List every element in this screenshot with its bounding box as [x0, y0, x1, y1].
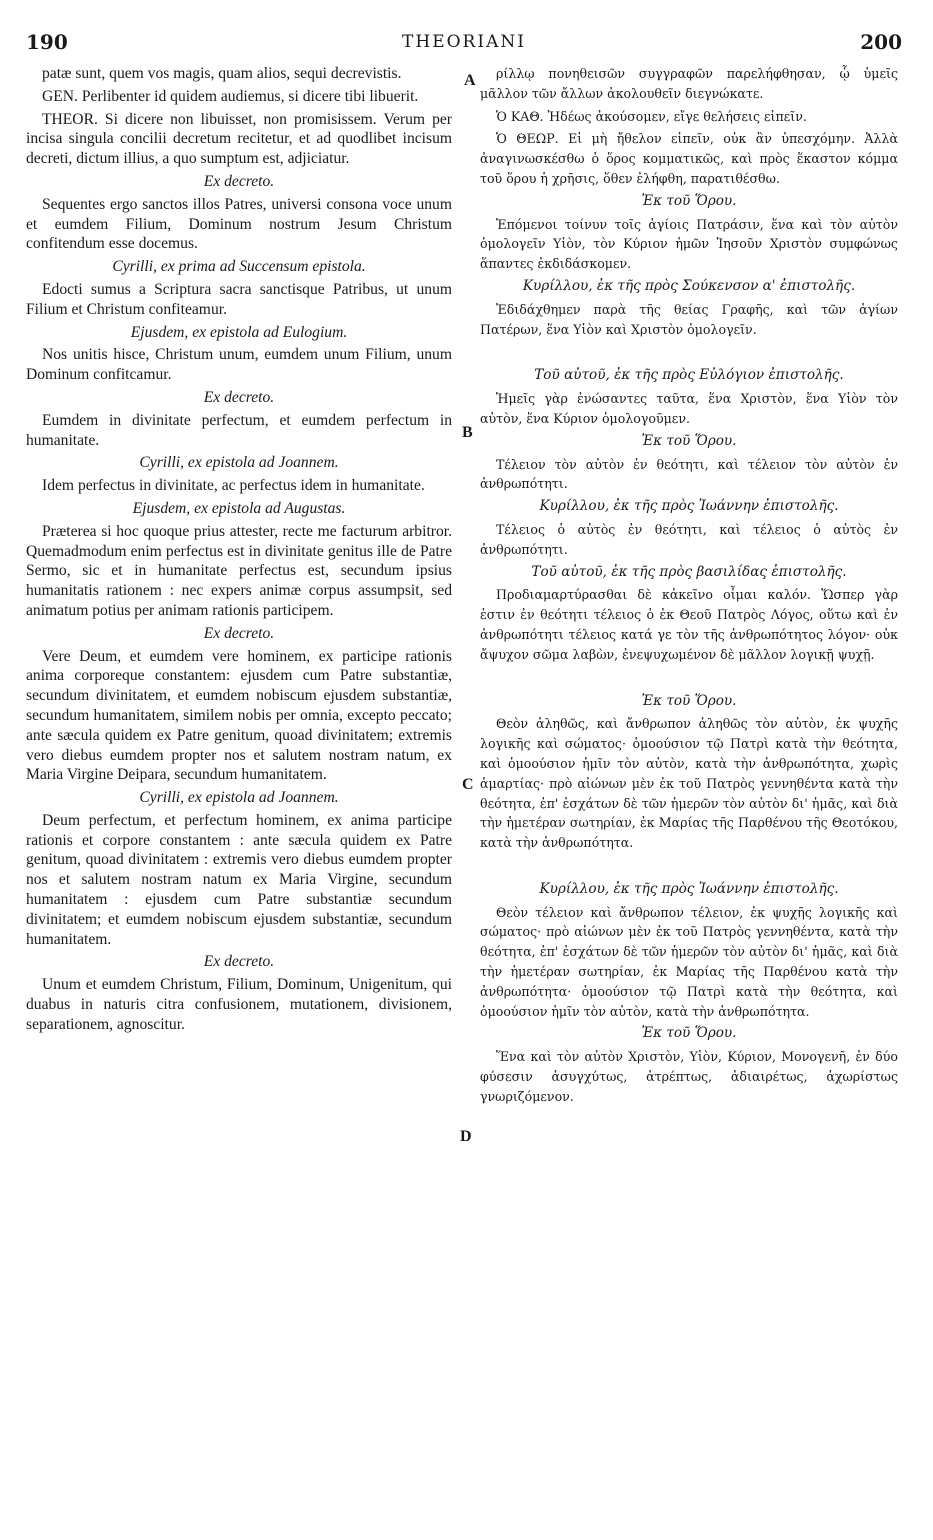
section-heading: Τοῦ αὐτοῦ, ἐκ τῆς πρὸς βασιλίδας ἐπιστολῆς.	[531, 563, 847, 580]
section-heading: Ἐκ τοῦ Ὅρου.	[641, 432, 737, 449]
paragraph: Ἐδιδάχθημεν παρὰ τῆς θείας Γραφῆς, καὶ τῶν ἁγίων Πατέρων, ἕνα Υἱὸν καὶ Χριστὸν ὁμολογεῖν.	[480, 301, 898, 337]
running-title: THEORIANI	[402, 32, 526, 52]
paragraph: Ὁ ΚΑΘ. Ἡδέως ἀκούσομεν, εἴγε θελήσεις εἰπεῖν.	[496, 108, 807, 124]
spacer	[480, 856, 898, 878]
paragraph: Sequentes ergo sanctos illos Patres, universi consona voce unum et eumdem Filium, Dominum nostrum Jesum Christum confitendum esse docemus.	[26, 195, 452, 253]
paragraph: Προδιαμαρτύρασθαι δὲ κἀκεῖνο οἶμαι καλόν. Ὥσπερ γὰρ ἐστιν ἐν θεότητι τέλειος ὁ ἐκ Θεοῦ Πατρὸς Λόγος, οὕτω καὶ ἐν ἀνθρωπότητι τέλειος κατά γε τὸν τῆς ἀνθρωπότητος λόγον· οὐκ ἄψυχον σῶμα λαβὼν, ἐνεψυχωμένον δὲ μᾶλλον λογικῇ ψυχῇ.	[480, 587, 898, 662]
paragraph: Ἑπόμενοι τοίνυν τοῖς ἁγίοις Πατράσιν, ἕνα καὶ τὸν αὐτὸν ὁμολογεῖν Υἱὸν, τὸν Κύριον ἡμῶν Ἰησοῦν Χριστὸν συμφώνως ἅπαντες ἐκδιδάσκομεν.	[480, 216, 898, 272]
section-marker-d: D	[460, 1128, 472, 1145]
paragraph: Deum perfectum, et perfectum hominem, ex anima participe rationis et corpore constantem : ante sæcula quidem ex Patre genitum, quoad divinitatem : extremis vero diebus eumdem propter nos et salutem nostram natum ex Maria Virgine, secundum humanitatem : ejusdem cum Patre substantiæ secundum divinitatem; et eumdem nobiscum ejusdem substantiæ, secundum humanitatem.	[26, 811, 452, 948]
paragraph: GEN. Perlibenter id quidem audiemus, si dicere tibi libuerit.	[42, 87, 419, 105]
paragraph: Ἡμεῖς γὰρ ἑνώσαντες ταῦτα, ἕνα Χριστὸν, ἕνα Υἱὸν τὸν αὐτὸν, ἕνα Κύριον ὁμολογοῦμεν.	[480, 391, 898, 426]
section-heading: Ex decreto.	[203, 624, 275, 642]
paragraph: Θεὸν τέλειον καὶ ἄνθρωπον τέλειον, ἐκ ψυχῆς λογικῆς καὶ σώματος· πρὸ αἰώνων μὲν ἐκ τοῦ Πατρὸς γεννηθέντα, κατὰ τὴν θεότητα, ἐπ' ἐσχάτων δὲ τῶν ἡμερῶν τὸν αὐτὸν δι' ἡμᾶς, καὶ διὰ τὴν ἡμετέραν σωτηρίαν, ἐκ Μαρίας τῆς Παρθένου κατὰ τὴν ἀνθρωπότητα· ὁμοούσιον τῷ Πατρὶ κατὰ τὴν θεότητα, καὶ ὁμοούσιον ἡμῖν τὸν αὐτὸν, κατὰ τὴν ἀνθρωπότητα.	[480, 904, 898, 1019]
section-heading: Cyrilli, ex epistola ad Joannem.	[139, 454, 339, 472]
section-heading: Κυρίλλου, ἐκ τῆς πρὸς Σούκενσον α' ἐπιστολῆς.	[522, 277, 856, 294]
section-heading: Κυρίλλου, ἐκ τῆς πρὸς Ἰωάννην ἐπιστολῆς.	[539, 880, 839, 897]
paragraph: Nos unitis hisce, Christum unum, eumdem unum Filium, unum Dominum confitcamur.	[26, 346, 452, 384]
paragraph: Præterea si hoc quoque prius attester, recte me facturum arbitror. Quemadmodum enim perfectus est in divinitate genitus ille de Patre Sermo, sic et in humanitate perfectus est, secundum ipsius humanitatis rationem : nec expers animæ corpus assumpsit, sed animatum potius per animam rationis participem.	[26, 522, 452, 619]
page-number-right: 200	[860, 30, 902, 54]
paragraph: patæ sunt, quem vos magis, quam alios, sequi decrevistis.	[42, 65, 402, 82]
paragraph: Τέλειος ὁ αὐτὸς ἐν θεότητι, καὶ τέλειος ὁ αὐτὸς ἐν ἀνθρωπότητι.	[480, 521, 898, 557]
spacer	[480, 342, 898, 364]
section-heading: Τοῦ αὐτοῦ, ἐκ τῆς πρὸς Εὐλόγιον ἐπιστολῆς.	[534, 367, 844, 384]
section-heading: Ἐκ τοῦ Ὅρου.	[641, 692, 737, 709]
paragraph: Ἕνα καὶ τὸν αὐτὸν Χριστὸν, Υἱὸν, Κύριον, Μονογενῆ, ἐν δύο φύσεσιν ἀσυγχύτως, ἀτρέπτως, ἀδιαιρέτως, ἀχωρίστως γνωριζόμενον.	[480, 1049, 898, 1104]
section-heading: Ejusdem, ex epistola ad Eulogium.	[130, 323, 348, 341]
section-heading: Ejusdem, ex epistola ad Augustas.	[132, 499, 346, 517]
paragraph: Vere Deum, et eumdem vere hominem, ex participe rationis anima corporeque constantem: ejusdem cum Patre substantiæ, secundum divinitatem, et eumdem nobiscum ejusdem substantiæ, secundum humanitatem, similem nobis per omnia, excepto peccato; ante sæcula quidem ex Patre genitum, quoad divinitatem; extremis vero diebus eumdem propter nos et salutem nostram natum, ex Maria Virgine Deipara, secundum humanitatem.	[26, 647, 452, 784]
paragraph: Unum et eumdem Christum, Filium, Dominum, Unigenitum, qui duabus in naturis citra confusionem, mutationem, divisionem, separationem, agnoscitur.	[26, 976, 452, 1033]
paragraph: Τέλειον τὸν αὐτὸν ἐν θεότητι, καὶ τέλειον τὸν αὐτὸν ἐν ἀνθρωπότητι.	[480, 456, 898, 492]
section-heading: Ex decreto.	[203, 172, 275, 190]
paragraph: Idem perfectus in divinitate, ac perfectus idem in humanitate.	[42, 477, 425, 495]
paragraph: ρίλλῳ πονηθεισῶν συγγραφῶν παρελήφθησαν, ᾧ ὑμεῖς μᾶλλον τῶν ἄλλων ἀκολουθεῖν διεγνώκατε.	[480, 66, 898, 101]
paragraph: Θεὸν ἀληθῶς, καὶ ἄνθρωπον ἀληθῶς τὸν αὐτὸν, ἐκ ψυχῆς λογικῆς καὶ σώματος· ὁμοούσιον τῷ Πατρὶ κατὰ τὴν θεότητα, καὶ ὁμοούσιον ἡμῖν τὸν αὐτὸν, κατὰ τὴν ἀνθρωπότητα, χωρὶς ἁμαρτίας· πρὸ αἰώνων μὲν ἐκ τοῦ Πατρὸς γεννηθέντα κατὰ τὴν θεότητα, ἐπ' ἐσχάτων δὲ τῶν ἡμερῶν τὸν αὐτὸν δι' ἡμᾶς, καὶ διὰ τὴν ἡμετέραν σωτηρίαν, ἐκ Μαρίας τῆς Παρθένου τῆς Θεοτόκου, κατὰ τὴν ἀνθρωπότητα.	[480, 716, 898, 851]
section-heading: Ἐκ τοῦ Ὅρου.	[641, 1025, 737, 1042]
paragraph: Edocti sumus a Scriptura sacra sanctisque Patribus, ut unum Filium et Christum confiteamur.	[26, 280, 452, 318]
section-heading: Κυρίλλου, ἐκ τῆς πρὸς Ἰωάννην ἐπιστολῆς.	[539, 498, 839, 515]
paragraph: Eumdem in divinitate perfectum, et eumdem perfectum in humanitate.	[26, 411, 452, 449]
section-heading: Ἐκ τοῦ Ὅρου.	[641, 192, 737, 209]
paragraph: Ὁ ΘΕΩΡ. Εἰ μὴ ἤθελον εἰπεῖν, οὐκ ἂν ὑπεσχόμην. Ἀλλὰ ἀναγινωσκέσθω ὁ ὅρος κομματικῶς, καὶ πρὸς ἕκαστον κόμμα τοῦ ὅρου ἡ χρῆσις, ὅθεν ἐλήφθη, παρατιθέσθω.	[480, 131, 898, 186]
spacer	[480, 668, 898, 690]
section-heading: Ex decreto.	[203, 388, 275, 406]
section-heading: Cyrilli, ex epistola ad Joannem.	[139, 789, 339, 807]
greek-column	[480, 64, 898, 1110]
page-header	[26, 30, 902, 60]
paragraph: THEOR. Si dicere non libuisset, non promisissem. Verum per incisa singula concilii decretum recitetur, et ad quodlibet incisum decreti, dictum illius, a quo sumptum est, adjiciatur.	[26, 110, 452, 168]
section-marker-c: C	[462, 776, 474, 793]
page-number-left: 190	[26, 30, 68, 54]
section-heading: Cyrilli, ex prima ad Succensum epistola.	[112, 258, 366, 276]
section-heading: Ex decreto.	[203, 953, 275, 971]
latin-column	[26, 64, 452, 1038]
section-marker-a: A	[464, 72, 476, 89]
section-marker-b: B	[462, 424, 473, 441]
